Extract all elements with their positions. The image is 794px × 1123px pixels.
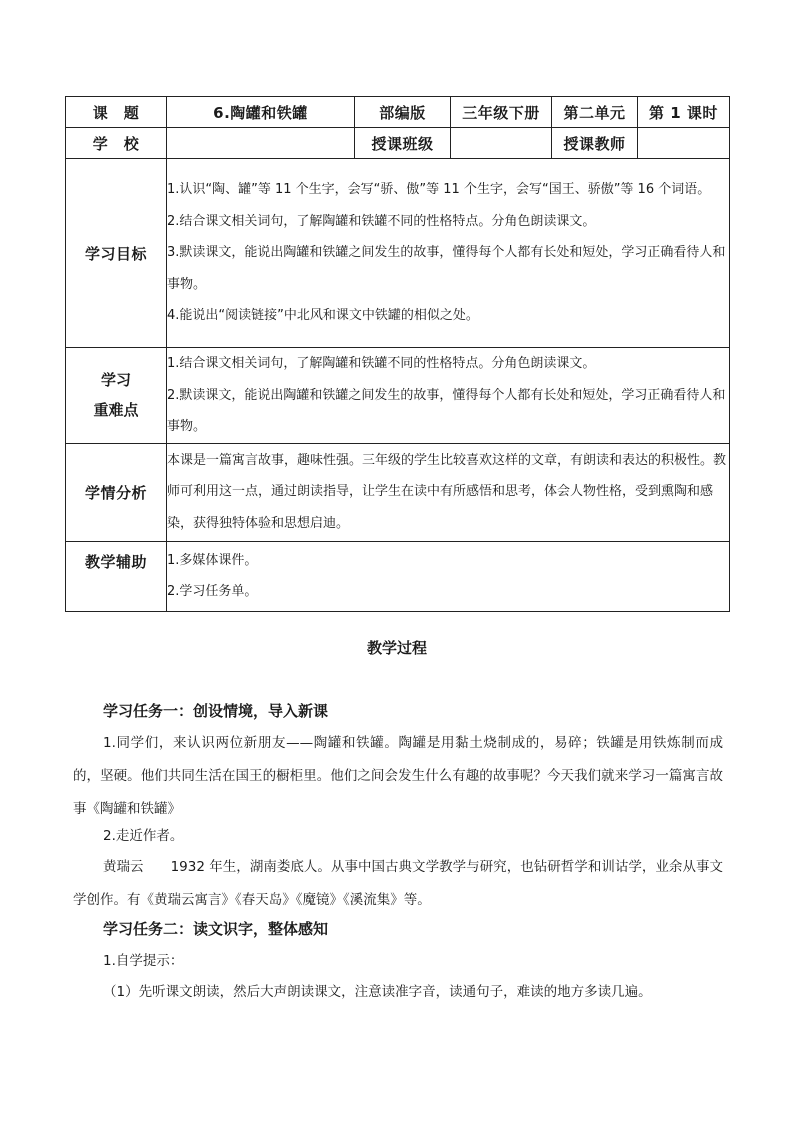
objective-item: 4.能说出“阅读链接”中北风和课文中铁罐的相似之处。 [167,308,479,324]
unit: 第二单元 [552,97,638,128]
objectives-row [66,159,730,348]
task2-title: 学习任务二：读文识字，整体感知 [103,920,329,938]
task1-paragraph-intro: 1.同学们，来认识两位新朋友——陶罐和铁罐。陶罐是用黏土烧制成的，易碎；铁罐是用铁炼制而成的，坚硬。他们共同生活在国王的橱柜里。他们之间会发生什么有趣的故事呢？今天我们就来学习一篇寓言故事《陶罐和铁罐》 [73,735,723,817]
school-label: 学 校 [66,128,167,159]
key-points-label-line1: 学习 [100,371,131,390]
period: 第 1 课时 [638,97,730,128]
objectives-content [167,159,730,348]
lesson-label: 课 题 [66,97,167,128]
school-value [167,128,355,159]
aid-item: 2.学习任务单。 [167,584,258,599]
aid-item: 1.多媒体课件。 [167,552,258,568]
task1-paragraph-author: 2.走近作者。 [103,828,184,844]
edition: 部编版 [355,97,451,128]
process-title: 教学过程 [366,639,427,657]
objective-item: 3.默读课文，能说出陶罐和铁罐之间发生的故事，懂得每个人都有长处和短处，学习正确看待人和事物。 [167,245,726,292]
lesson-plan-table [65,96,730,612]
teacher-value [638,128,730,159]
analysis-row [66,443,730,541]
class-label: 授课班级 [355,128,451,159]
key-points-label-line2: 重难点 [93,401,139,420]
analysis-label: 学情分析 [66,443,167,541]
key-points-row [66,348,730,444]
task2-paragraph-step1: （1）先听课文朗读，然后大声朗读课文，注意读准字音，读通句子，难读的地方多读几遍。 [103,984,652,1000]
key-points-label [66,348,167,444]
key-point-item: 2.默读课文，能说出陶罐和铁罐之间发生的故事，懂得每个人都有长处和短处，学习正确看待人和事物。 [167,387,726,434]
lesson-title: 6.陶罐和铁罐 [167,97,355,128]
header-row-lesson [66,97,730,128]
objective-item: 2.结合课文相关词句，了解陶罐和铁罐不同的性格特点。分角色朗读课文。 [167,213,596,229]
aids-label: 教学辅助 [66,541,167,611]
teacher-label: 授课教师 [552,128,638,159]
header-row-school [66,128,730,159]
analysis-text: 本课是一篇寓言故事，趣味性强。三年级的学生比较喜欢这样的文章，有朗读和表达的积极性。教师可利用这一点，通过朗读指导，让学生在读中有所感悟和思考，体会人物性格，受到熏陶和感染，获得独特体验和思想启迪。 [167,452,727,531]
key-point-item: 1.结合课文相关词句，了解陶罐和铁罐不同的性格特点。分角色朗读课文。 [167,356,596,371]
grade: 三年级下册 [451,97,552,128]
aids-content [167,541,730,611]
task1-title: 学习任务一：创设情境，导入新课 [103,702,329,720]
objective-item: 1.认识“陶、罐”等 11 个生字，会写“骄、傲”等 11 个生字，会写“国王、骄傲”等 16 个词语。 [167,182,711,198]
objectives-label: 学习目标 [66,159,167,348]
aids-row [66,541,730,611]
key-points-content [167,348,730,444]
task2-paragraph-hint: 1.自学提示： [103,953,184,969]
analysis-content [167,443,730,541]
task1-paragraph-bio: 黄瑞云 1932 年生，湖南娄底人。从事中国古典文学教学与研究，也钻研哲学和训诂学，业余从事文学创作。有《黄瑞云寓言》《春天岛》《魔镜》《溪流集》等。 [73,859,723,908]
class-value [451,128,552,159]
